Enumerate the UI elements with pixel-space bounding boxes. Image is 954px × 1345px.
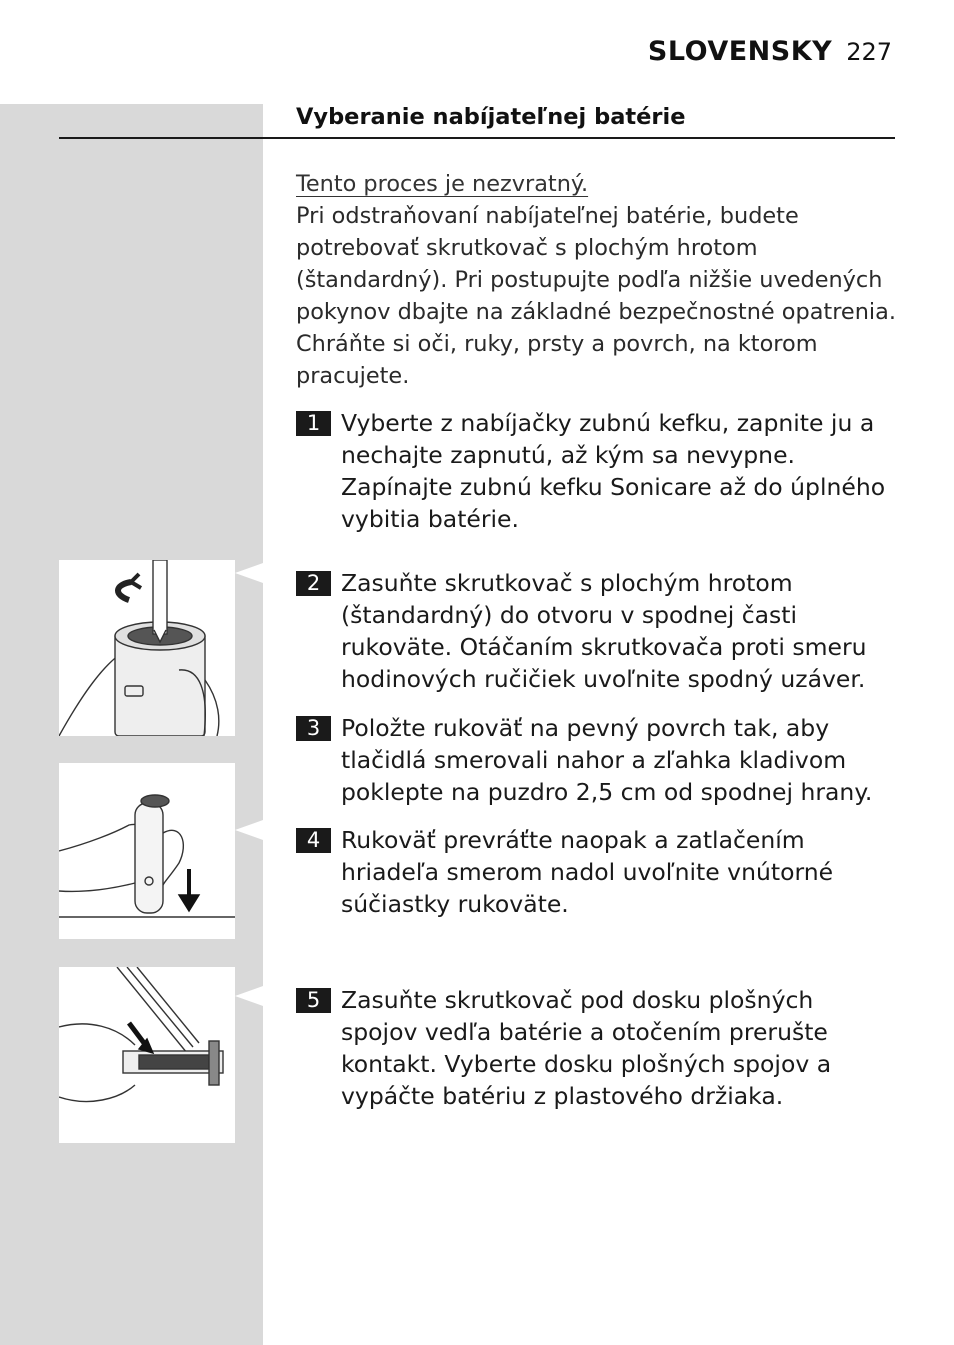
step-text: Zasuňte skrutkovač pod dosku plošných spojov vedľa batérie a otočením prerušte kontakt. Vyberte dosku plošných spojov a vypáčte batériu z plastového držiaka.: [341, 986, 832, 1110]
step-number: 1: [296, 411, 331, 436]
section-rule: [59, 137, 895, 139]
step-text: Zasuňte skrutkovač s plochým hrotom (štandardný) do otvoru v spodnej časti rukoväte. Otáčaním skrutkovača proti smeru hodinových ručičiek uvoľnite spodný uzáver.: [341, 569, 867, 693]
intro-body: Pri odstraňovaní nabíjateľnej batérie, budete potrebovať skrutkovač s plochým hrotom (štandardný). Pri postupujte podľa nižšie uvedených pokynov dbajte na základné bezpečnostné opatrenia. Chráňte si oči, ruky, prsty a povrch, na ktorom pracujete.: [296, 203, 896, 389]
step-text: Rukoväť prevráťte naopak a zatlačením hriadeľa smerom nadol uvoľnite vnútorné súčiastky rukoväte.: [341, 826, 834, 918]
illustration-tap-handle: [59, 763, 235, 939]
figure-pointer: [235, 563, 263, 583]
intro-lead: Tento proces je nezvratný.: [296, 171, 589, 197]
language-label: SLOVENSKY: [647, 36, 833, 67]
step-number: 3: [296, 716, 331, 741]
illustration-pry-battery: [59, 967, 235, 1143]
step-1: [296, 407, 896, 535]
section-title: Vyberanie nabíjateľnej batérie: [296, 104, 686, 130]
step-text: Vyberte z nabíjačky zubnú kefku, zapnite ju a nechajte zapnutú, až kým sa nevypne. Zapínajte zubnú kefku Sonicare až do úplného vybitia batérie.: [341, 409, 886, 533]
figure-pointer: [235, 986, 263, 1006]
step-3: [296, 712, 896, 808]
intro-paragraph: [296, 168, 896, 392]
step-2: [296, 567, 896, 695]
step-4: [296, 824, 896, 920]
step-number: 2: [296, 571, 331, 596]
step-5: [296, 984, 896, 1112]
step-number: 5: [296, 988, 331, 1013]
step-number: 4: [296, 828, 331, 853]
step-text: Položte rukoväť na pevný povrch tak, aby tlačidlá smerovali nahor a zľahka kladivom poklepte na puzdro 2,5 cm od spodnej hrany.: [341, 714, 873, 806]
illustration-unscrew-bottom-cap: [59, 560, 235, 736]
page-number: 227: [846, 38, 892, 66]
figure-pointer: [235, 820, 263, 840]
page-header: [648, 36, 892, 67]
